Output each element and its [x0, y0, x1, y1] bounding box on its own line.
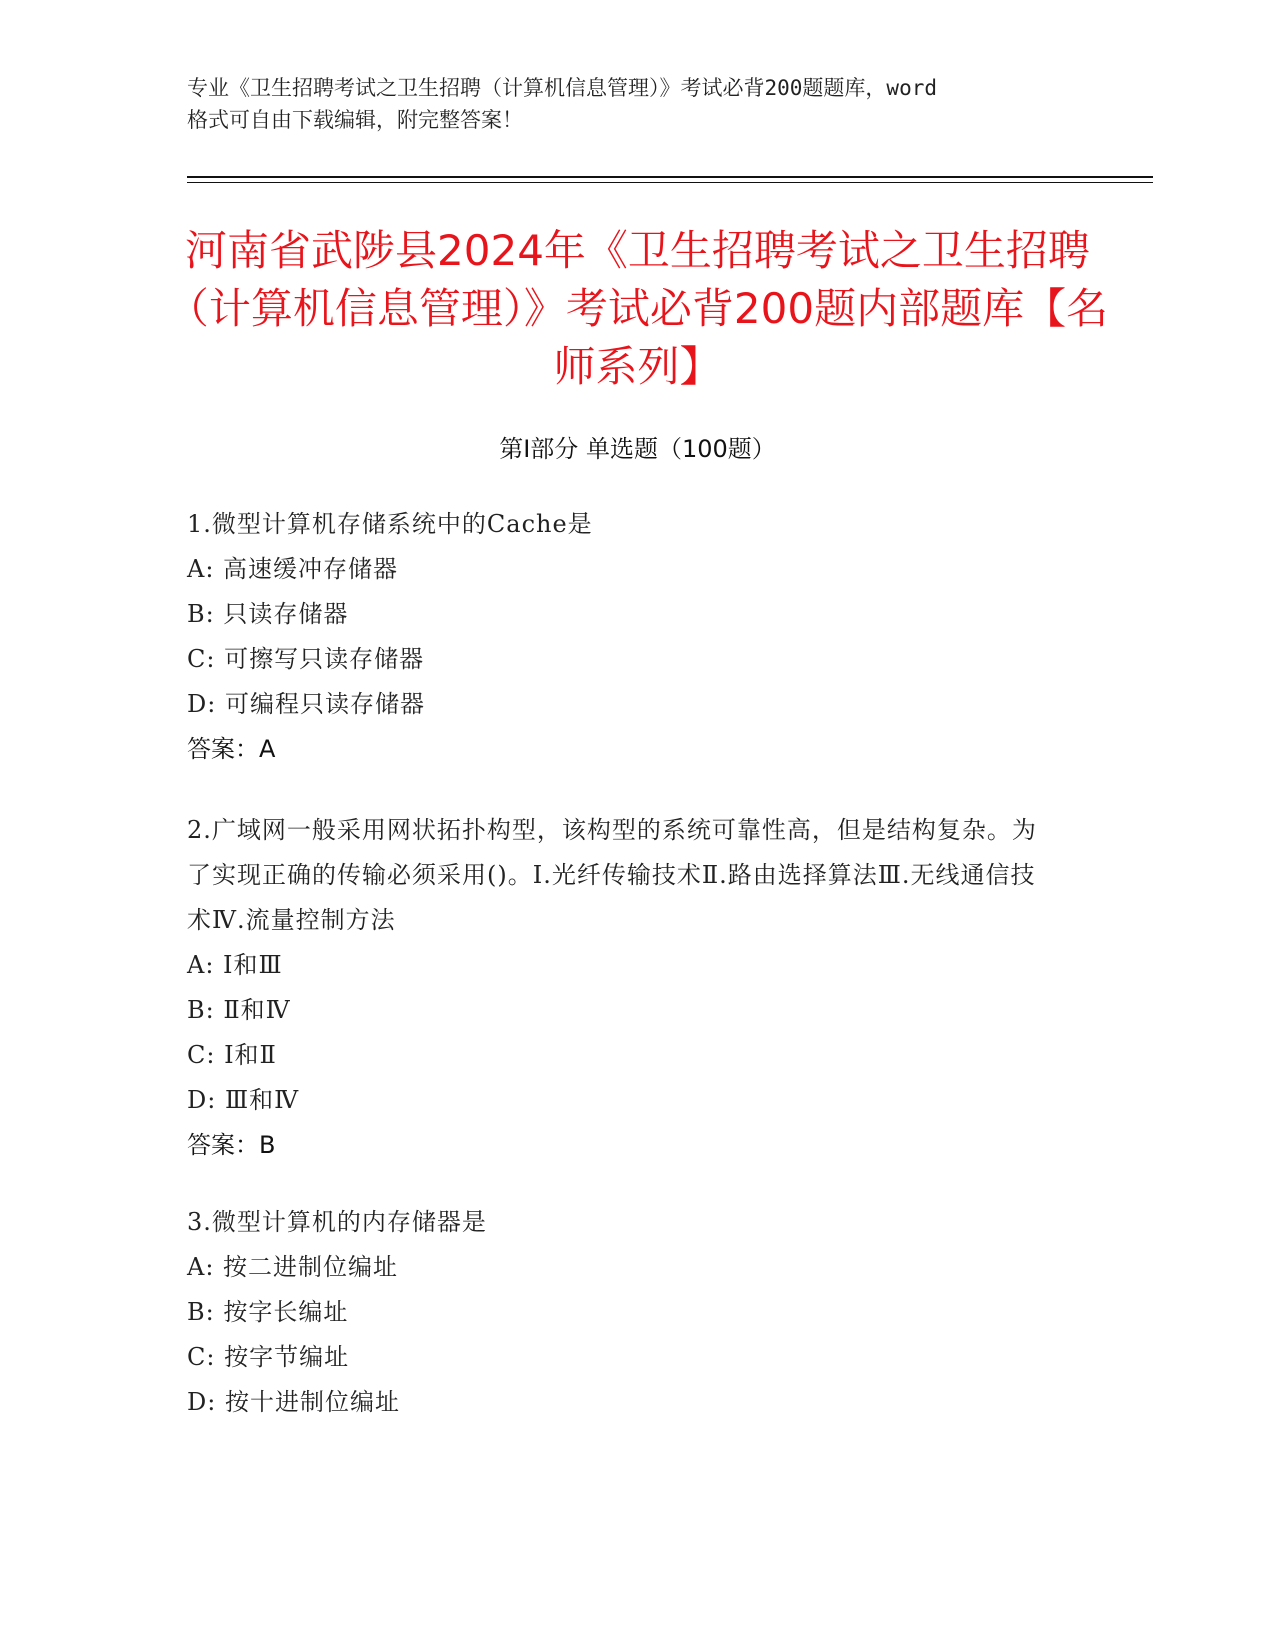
option-d: D: 可编程只读存储器: [187, 690, 425, 718]
question-stem: 2.广域网一般采用网状拓扑构型，该构型的系统可靠性高，但是结构复杂。为了实现正确的传输必须采用()。Ⅰ.光纤传输技术Ⅱ.路由选择算法Ⅲ.无线通信技术Ⅳ.流量控制方法: [187, 816, 1037, 934]
header-note: [187, 72, 1087, 136]
option-a: A: Ⅰ和Ⅲ: [187, 951, 283, 979]
section-title: 第Ⅰ部分 单选题（100题）: [499, 435, 776, 463]
answer: 答案：B: [187, 1131, 276, 1159]
option-b: B: 只读存储器: [187, 600, 349, 628]
option-d: D: 按十进制位编址: [187, 1388, 400, 1416]
header-divider-thin: [187, 182, 1153, 183]
question-1: [187, 502, 1067, 772]
option-c: C: 按字节编址: [187, 1343, 350, 1371]
option-a: A: 高速缓冲存储器: [187, 555, 399, 583]
option-b: B: 按字长编址: [187, 1298, 349, 1326]
header-note-line-2: 格式可自由下载编辑，附完整答案！: [187, 108, 523, 132]
option-a: A: 按二进制位编址: [187, 1253, 399, 1281]
question-stem: 3.微型计算机的内存储器是: [187, 1208, 487, 1236]
option-c: C: 可擦写只读存储器: [187, 645, 425, 673]
option-b: B: Ⅱ和Ⅳ: [187, 996, 291, 1024]
question-stem: 1.微型计算机存储系统中的Cache是: [187, 510, 593, 538]
option-d: D: Ⅲ和Ⅳ: [187, 1086, 300, 1114]
question-2: [187, 808, 1057, 1168]
question-3: [187, 1200, 1067, 1425]
option-c: C: Ⅰ和Ⅱ: [187, 1041, 277, 1069]
header-divider-thick: [187, 176, 1153, 178]
document-title: 河南省武陟县2024年《卫生招聘考试之卫生招聘（计算机信息管理）》考试必背200题内部题库【名师系列】: [166, 226, 1109, 391]
answer: 答案：A: [187, 735, 276, 763]
header-note-line-1: 专业《卫生招聘考试之卫生招聘（计算机信息管理）》考试必背200题题库，word: [187, 76, 937, 100]
